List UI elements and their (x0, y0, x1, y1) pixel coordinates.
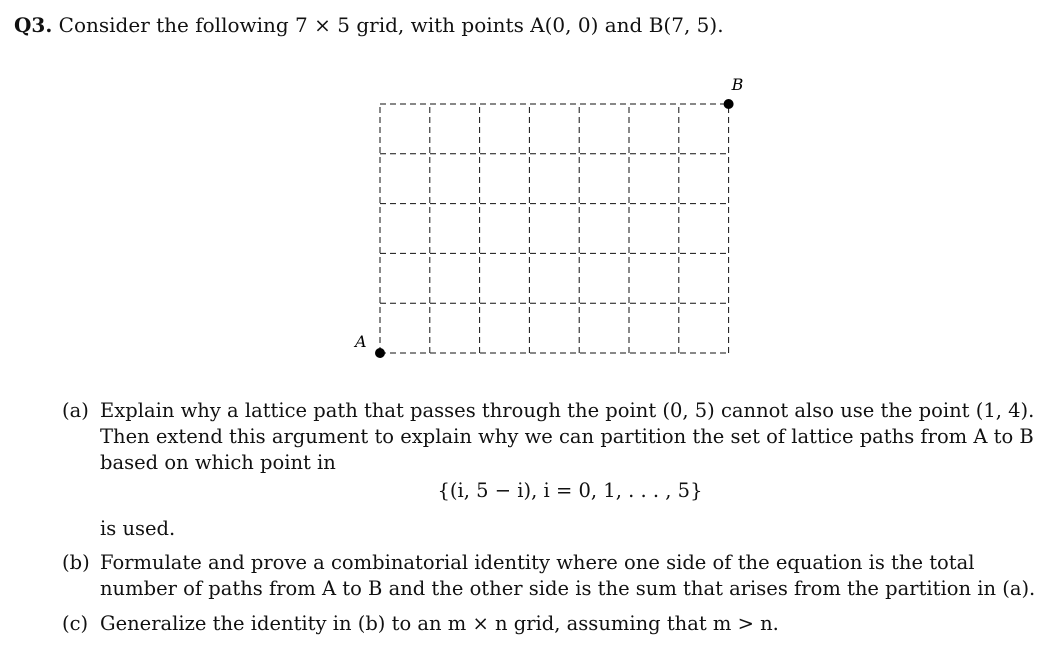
part-c-text: Generalize the identity in (b) to an m × n grid, assuming that m > n. (100, 612, 779, 635)
part-a-label: (a) (62, 399, 89, 422)
part-b (62, 550, 1042, 602)
question-parts (62, 398, 1042, 637)
part-b-label: (b) (62, 551, 90, 574)
point-a-label: A (355, 332, 367, 351)
point-a-marker (375, 348, 385, 358)
point-b-marker (724, 99, 734, 109)
question-number: Q3. (14, 13, 53, 37)
part-a-text: Explain why a lattice path that passes through the point (0, 5) cannot also use the point (1, 4). Then extend this argument to explain why we can partition the set of lattice paths from A to B based on which point in (100, 399, 1035, 474)
part-c-label: (c) (62, 612, 89, 635)
part-b-text: Formulate and prove a combinatorial identity where one side of the equation is the total number of paths from A to B and the other side is the sum that arises from the partition in (a). (100, 551, 1036, 600)
point-b-label: B (731, 75, 744, 94)
lattice-grid-figure (340, 70, 760, 370)
question-header (14, 12, 724, 38)
grid-lines (380, 104, 729, 353)
part-a (62, 398, 1042, 542)
question-text: Consider the following 7 × 5 grid, with points A(0, 0) and B(7, 5). (58, 13, 724, 37)
lattice-grid (340, 70, 760, 370)
part-a-continuation: is used. (100, 517, 176, 540)
part-a-display-math: {(i, 5 − i), i = 0, 1, . . . , 5} (437, 479, 703, 502)
part-c (62, 611, 1042, 637)
